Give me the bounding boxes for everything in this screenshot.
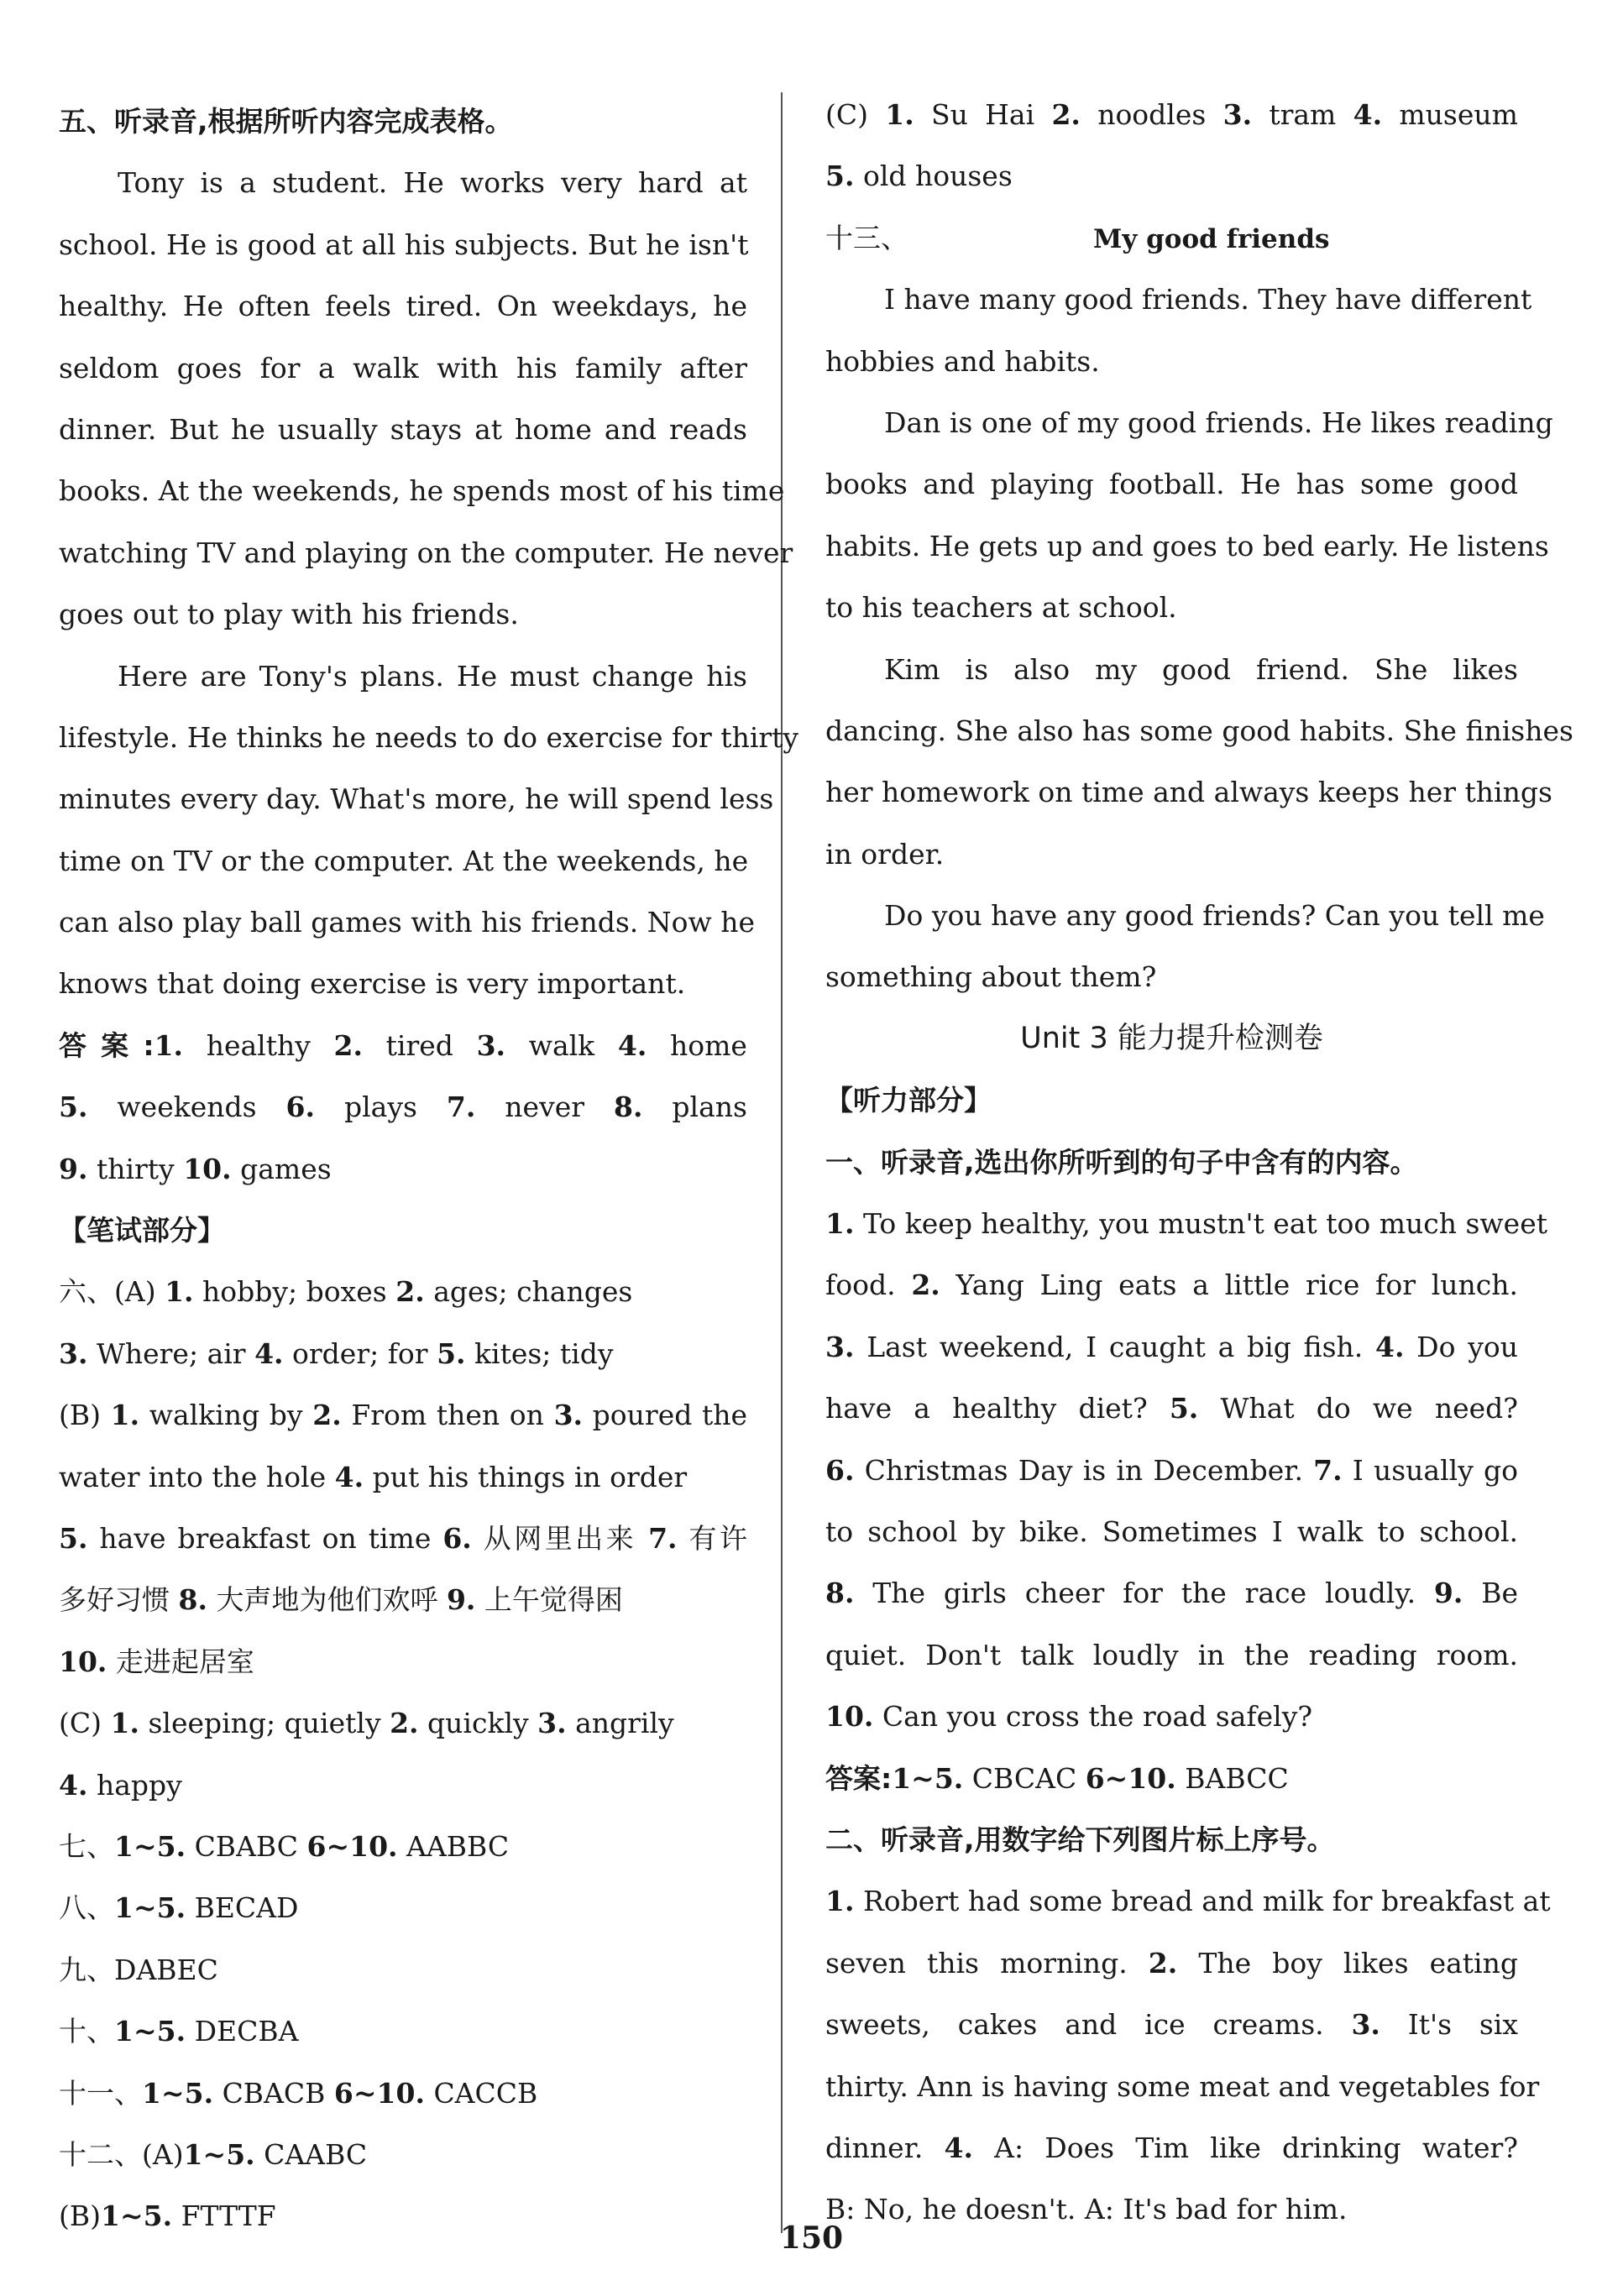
item-text: to school by bike. Sometimes I walk to school. [825, 1514, 1518, 1548]
answer-row [59, 1076, 747, 1138]
item-number: 1. [110, 1399, 140, 1432]
row-label: (C) [59, 1707, 102, 1740]
item-number: 4. [334, 1460, 364, 1493]
section-thirteen-heading [825, 207, 1518, 269]
item-text: kites; tidy [474, 1336, 614, 1370]
passage-line: goes out to play with his friends. [59, 598, 519, 631]
item-text: hobby; boxes [202, 1275, 387, 1309]
item-number: 3. [1351, 2008, 1380, 2042]
item-text: walking by [149, 1399, 303, 1432]
question-one-sentence [825, 1193, 1547, 1254]
item-text: poured the [592, 1399, 748, 1432]
answer-range: 1~5. [114, 2015, 186, 2048]
item-text: plans [672, 1090, 747, 1124]
item-text: museum [1399, 98, 1518, 131]
item-number: 3. [825, 1330, 855, 1363]
answer-label: 十一、 [59, 2076, 142, 2110]
item-text: healthy [206, 1028, 311, 1062]
answer-label: 答案: [59, 1028, 154, 1062]
passage-line: school. He is good at all his subjects. But he isn't [59, 228, 749, 261]
passage-line: time on TV or the computer. At the weekends, he [59, 844, 749, 877]
unit-title: Unit 3 能力提升检测卷 [1020, 1021, 1323, 1055]
item-text: It's six [1407, 2008, 1518, 2042]
item-text: have a healthy diet? [825, 1392, 1148, 1425]
passage-line: books. At the weekends, he spends most of his time [59, 474, 785, 508]
answer-range: 1~5. [114, 1891, 186, 1925]
item-number: 4. [59, 1768, 88, 1802]
item-text: weekends [117, 1090, 257, 1124]
item-number: 5. [59, 1521, 88, 1555]
item-number: 5. [437, 1336, 466, 1370]
passage-line: knows that doing exercise is very important. [59, 967, 686, 1001]
essay-line: Dan is one of my good friends. He likes reading [884, 405, 1553, 439]
section-six-b-row [59, 1569, 747, 1630]
item-number: 7. [446, 1090, 476, 1124]
item-text: angrily [575, 1707, 674, 1740]
item-number: 7. [648, 1521, 678, 1555]
item-text: 上午觉得困 [484, 1583, 623, 1617]
item-text: Be [1481, 1577, 1518, 1610]
passage-line: can also play ball games with his friends. Now he [59, 906, 756, 939]
left-column [59, 91, 799, 2247]
answer-label: 十、 [59, 2015, 114, 2048]
item-number: 8. [825, 1577, 855, 1610]
question-one-sentence [825, 1254, 1518, 1315]
essay-line: hobbies and habits. [825, 344, 1100, 378]
item-number: 5. [59, 1090, 88, 1124]
item-number: 4. [1353, 98, 1383, 131]
item-text: noodles [1097, 98, 1207, 131]
row-label: (C) [825, 98, 868, 131]
answer-label: 十二、(A) [59, 2137, 184, 2171]
essay-line: Do you have any good friends? Can you tell me [884, 899, 1545, 933]
section-ten-answers [59, 2001, 747, 2062]
item-number: 3. [59, 1336, 88, 1370]
item-number: 3. [476, 1028, 506, 1062]
row-label: (B) [59, 1399, 101, 1432]
answer-letters: BABCC [1185, 1761, 1289, 1795]
answer-label: (B) [59, 2199, 101, 2233]
item-text: tram [1269, 98, 1337, 131]
listening-part-heading: 【听力部分】 [825, 1084, 992, 1117]
right-column [825, 84, 1573, 2241]
item-number: 10. [183, 1152, 232, 1185]
item-text: From then on [351, 1399, 544, 1432]
answer-range: 6~10. [1085, 1761, 1176, 1795]
section-six-c-row [59, 1692, 747, 1754]
item-number: 5. [1169, 1392, 1199, 1425]
item-number: 5. [825, 160, 855, 193]
item-text: walk [528, 1028, 595, 1062]
item-text: B: No, he doesn't. [825, 2193, 1076, 2226]
item-text: food. [825, 1268, 896, 1302]
answer-row [59, 1138, 747, 1200]
answer-letters: BECAD [194, 1891, 299, 1925]
question-one-sentence [825, 1501, 1518, 1562]
item-number: 10. [59, 1645, 107, 1678]
answer-letters: DECBA [194, 2015, 299, 2048]
section-six-b-row [59, 1446, 747, 1508]
answer-range: 1~5. [142, 2076, 214, 2110]
question-two-sentence [825, 2056, 1540, 2117]
item-text: seven this morning. [825, 1946, 1128, 1980]
item-number: 3. [537, 1707, 567, 1740]
section-eleven-answers [59, 2063, 747, 2124]
question-one-sentence [825, 1624, 1518, 1686]
essay-line: to his teachers at school. [825, 591, 1177, 625]
question-one-answers [825, 1748, 1518, 1809]
answer-letters: CAABC [264, 2137, 368, 2171]
passage-line: watching TV and playing on the computer. He never [59, 536, 793, 569]
page-number: 150 [779, 2220, 844, 2256]
essay-line: books and playing football. He has some good [825, 468, 1518, 501]
item-text: 从网里出来 [483, 1521, 637, 1555]
item-number: 1. [154, 1028, 184, 1062]
section-nine-answers [59, 1939, 747, 2001]
answer-range: 1~5. [183, 2137, 255, 2171]
question-two-sentence [825, 1933, 1518, 1994]
item-number: 2. [395, 1275, 425, 1309]
section-six-b-row [59, 1508, 747, 1569]
item-number: 2. [1148, 1946, 1178, 1980]
section-c-row [825, 84, 1518, 145]
answer-letters: CBABC [194, 1829, 299, 1863]
passage-line: dinner. But he usually stays at home and reads [59, 412, 747, 446]
answer-label: 七、 [59, 1829, 114, 1863]
item-number: 1. [825, 1885, 855, 1918]
item-text: A: Does Tim like drinking water? [994, 2131, 1518, 2164]
section-six-a-row [59, 1261, 747, 1322]
item-text: A: It's bad for him. [1084, 2193, 1348, 2226]
item-number: 4. [617, 1028, 647, 1062]
item-number: 4. [1374, 1330, 1405, 1363]
item-text: Last weekend, I caught a big fish. [866, 1330, 1364, 1363]
item-text: 走进起居室 [115, 1645, 254, 1678]
answer-letters: AABBC [406, 1829, 510, 1863]
item-text: 大声地为他们欢呼 [216, 1583, 438, 1617]
item-number: 9. [1433, 1577, 1463, 1610]
item-number: 4. [254, 1336, 284, 1370]
row-lead-text: water into the hole [59, 1460, 327, 1493]
item-number: 6. [442, 1521, 472, 1555]
question-two-heading: 二、听录音,用数字给下列图片标上序号。 [825, 1823, 1335, 1856]
answer-letters: CBCAC [971, 1761, 1077, 1795]
answer-letters: CACCB [433, 2076, 538, 2110]
item-number: 2. [390, 1707, 419, 1740]
answer-label: 九、 [59, 1953, 114, 1986]
item-text: Robert had some bread and milk for breakfast at [862, 1885, 1551, 1918]
item-text: ages; changes [433, 1275, 633, 1309]
item-text: thirty. Ann is having some meat and vegetables for [825, 2069, 1540, 2103]
question-one-heading: 一、听录音,选出你所听到的句子中含有的内容。 [825, 1145, 1418, 1179]
item-number: 3. [553, 1399, 584, 1432]
answer-letters: FTTTF [181, 2199, 276, 2233]
item-text: thirty [96, 1152, 175, 1185]
essay-line: Kim is also my good friend. She likes [884, 652, 1518, 686]
item-text: order; for [292, 1336, 428, 1370]
question-one-sentence [825, 1686, 1518, 1747]
item-number: 3. [1222, 98, 1253, 131]
item-number: 2. [312, 1399, 342, 1432]
item-number: 10. [825, 1700, 874, 1734]
item-text: sleeping; quietly [148, 1707, 381, 1740]
section-six-b-row [59, 1384, 747, 1446]
question-one-sentence [825, 1440, 1518, 1501]
item-text: The girls cheer for the race loudly. [872, 1577, 1416, 1610]
item-text: games [240, 1152, 332, 1185]
question-two-sentence [825, 1870, 1551, 1932]
item-number: 6. [825, 1453, 855, 1487]
item-text: tired [385, 1028, 453, 1062]
item-text: The boy likes eating [1198, 1946, 1518, 1980]
answer-range: 1~5. [892, 1761, 964, 1795]
item-text: To keep healthy, you mustn't eat too much sweet [862, 1207, 1547, 1241]
question-one-sentence [825, 1562, 1518, 1624]
answer-range: 6~10. [306, 1829, 398, 1863]
item-text: Can you cross the road safely? [882, 1700, 1313, 1734]
item-text: Christmas Day is in December. [864, 1453, 1303, 1487]
essay-line: something about them? [825, 960, 1157, 994]
column-divider [781, 92, 783, 2233]
answer-range: 6~10. [333, 2076, 425, 2110]
section-six-a-row [59, 1323, 747, 1384]
item-number: 1. [885, 98, 914, 131]
item-text: never [505, 1090, 585, 1124]
question-two-sentence [825, 2117, 1518, 2178]
answer-row [59, 1015, 747, 1076]
item-text: quickly [427, 1707, 529, 1740]
essay-line: I have many good friends. They have different [884, 283, 1532, 316]
question-one-sentence [825, 1316, 1518, 1378]
answer-letters: DABEC [114, 1953, 218, 1986]
answer-range: 1~5. [101, 2199, 173, 2233]
item-number: 1. [110, 1707, 139, 1740]
item-text: Where; air [96, 1336, 246, 1370]
row-label: 六、(A) [59, 1275, 156, 1309]
item-text: sweets, cakes and ice creams. [825, 2008, 1324, 2042]
item-text: plays [343, 1090, 417, 1124]
essay-line: her homework on time and always keeps her things [825, 776, 1552, 809]
item-text: 有许 [688, 1521, 747, 1555]
section-eight-answers [59, 1877, 747, 1938]
item-number: 9. [446, 1583, 476, 1617]
question-one-sentence [825, 1378, 1518, 1439]
item-text: happy [96, 1768, 182, 1802]
passage-line: seldom goes for a walk with his family after [59, 351, 747, 384]
item-text: Su Hai [931, 98, 1035, 131]
essay-line: habits. He gets up and goes to bed early. He listens [825, 529, 1549, 562]
item-text: put his things in order [372, 1460, 688, 1493]
section-twelve-a-answers [59, 2124, 747, 2185]
item-text: quiet. Don't talk loudly in the reading room. [825, 1638, 1518, 1671]
passage-line: Tony is a student. He works very hard at [118, 166, 747, 200]
item-text: home [669, 1028, 747, 1062]
written-part-heading: 【笔试部分】 [59, 1214, 225, 1247]
passage-line: Here are Tony's plans. He must change his [118, 659, 747, 693]
answer-range: 1~5. [114, 1829, 186, 1863]
item-number: 4. [944, 2131, 973, 2164]
item-number: 2. [911, 1268, 940, 1302]
question-two-sentence [825, 1994, 1518, 2055]
item-number: 2. [333, 1028, 363, 1062]
item-number: 1. [165, 1275, 194, 1309]
answer-label: 八、 [59, 1891, 114, 1925]
item-number: 2. [1051, 98, 1081, 131]
essay-title: My good friends [1093, 223, 1330, 254]
item-text: dinner. [825, 2131, 924, 2164]
item-text: old houses [862, 160, 1013, 193]
passage-line: healthy. He often feels tired. On weekdays, he [59, 290, 747, 323]
item-number: 8. [178, 1583, 207, 1617]
item-number: 6. [285, 1090, 315, 1124]
row-label: 十三、 [825, 221, 908, 254]
section-five-heading: 五、听录音,根据所听内容完成表格。 [59, 105, 513, 138]
item-text: have breakfast on time [99, 1521, 432, 1555]
item-number: 1. [825, 1207, 855, 1241]
answer-label: 答案: [825, 1761, 893, 1795]
item-number: 8. [614, 1090, 643, 1124]
item-text: Yang Ling eats a little rice for lunch. [955, 1268, 1518, 1302]
row-lead-text: 多好习惯 [59, 1583, 170, 1617]
item-number: 7. [1313, 1453, 1343, 1487]
essay-line: in order. [825, 837, 945, 871]
essay-line: dancing. She also has some good habits. She finishes [825, 714, 1573, 747]
section-six-b-row [59, 1631, 747, 1692]
answer-letters: CBACB [222, 2076, 326, 2110]
item-text: What do we need? [1220, 1392, 1518, 1425]
item-text: I usually go [1352, 1453, 1519, 1487]
passage-line: lifestyle. He thinks he needs to do exercise for thirty [59, 720, 799, 754]
section-seven-answers [59, 1816, 747, 1877]
item-text: Do you [1416, 1330, 1518, 1363]
section-six-c-row [59, 1755, 747, 1816]
item-number: 9. [59, 1152, 88, 1185]
passage-line: minutes every day. What's more, he will spend less [59, 782, 774, 816]
section-c-row [825, 145, 1518, 207]
